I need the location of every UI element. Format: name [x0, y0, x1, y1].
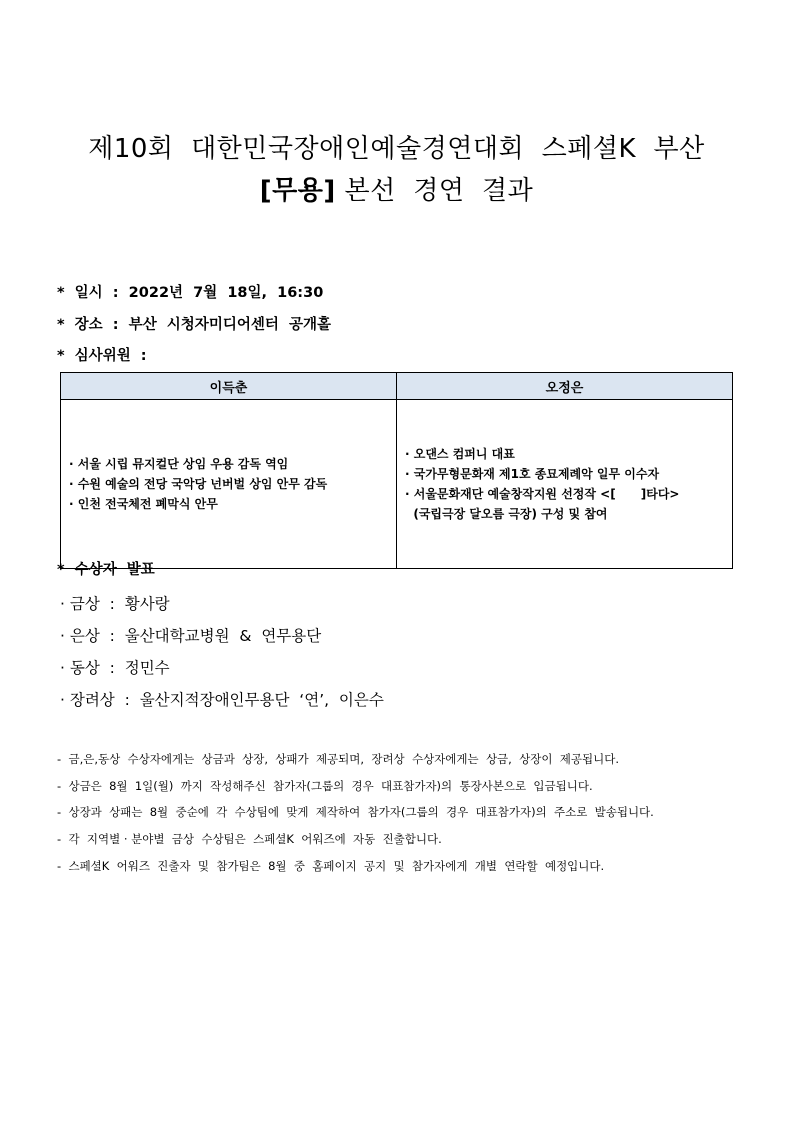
- credit-line: (국립극장 달오름 극장) 구성 및 참여: [405, 507, 608, 521]
- winners-heading: * 수상자 발표: [57, 562, 155, 578]
- document-title-line2: [0, 170, 793, 207]
- credit-line: · 서울 시립 뮤지컬단 상임 우용 감독 역임: [69, 457, 289, 471]
- note-item: - 상장과 상패는 8월 중순에 각 수상팀에 맞게 제작하여 참가자(그룹의 경우 대표참가자)의 주소로 발송됩니다.: [57, 805, 654, 819]
- note-item: - 상금은 8월 1일(월) 까지 작성해주신 참가자(그룹의 경우 대표참가자)의 통장사본으로 입금됩니다.: [57, 779, 593, 793]
- event-place: * 장소 : 부산 시청자미디어센터 공개홀: [57, 317, 331, 333]
- judges-header-row: [61, 373, 733, 400]
- winner-gold: · 금상 : 황사랑: [60, 595, 170, 613]
- judge-1-credits: [61, 400, 397, 569]
- winner-silver: · 은상 : 울산대학교병원 & 연무용단: [60, 627, 322, 645]
- credit-line: · 인천 전국체전 폐막식 안무: [69, 497, 218, 511]
- credit-line: · 오댄스 컴퍼니 대표: [405, 447, 515, 461]
- judges-credits-row: [61, 400, 733, 569]
- document-title-line1: 제10회 대한민국장애인예술경연대회 스페셜K 부산: [88, 134, 705, 164]
- judge-2-credits: [397, 400, 733, 569]
- title-suffix: 본선 경연 결과: [335, 176, 534, 206]
- judge-name-1: 이득춘: [61, 373, 397, 400]
- winner-bronze: · 동상 : 정민수: [60, 659, 170, 677]
- category-label: [무용]: [259, 176, 336, 206]
- event-date: * 일시 : 2022년 7월 18일, 16:30: [57, 285, 324, 301]
- credit-line: · 서울문화재단 예술창작지원 선정작 <[ ]타다>: [405, 487, 680, 501]
- note-item: - 각 지역별 · 분야별 금상 수상팀은 스페셜K 어워즈에 자동 진출합니다.: [57, 832, 442, 846]
- credit-line: · 국가무형문화재 제1호 종묘제례악 일무 이수자: [405, 467, 660, 481]
- credit-line: · 수원 예술의 전당 국악당 넌버벌 상임 안무 감독: [69, 477, 328, 491]
- judge-name-2: 오정은: [397, 373, 733, 400]
- winner-encouragement: · 장려상 : 울산지적장애인무용단 ‘연’, 이은수: [60, 691, 384, 709]
- note-item: - 금,은,동상 수상자에게는 상금과 상장, 상패가 제공되며, 장려상 수상자에게는 상금, 상장이 제공됩니다.: [57, 752, 619, 766]
- note-item: - 스페셜K 어워즈 진출자 및 참가팀은 8월 중 홈페이지 공지 및 참가자에게 개별 연락할 예정입니다.: [57, 859, 605, 873]
- judges-table: [60, 372, 733, 569]
- judges-label: * 심사위원 :: [57, 348, 147, 364]
